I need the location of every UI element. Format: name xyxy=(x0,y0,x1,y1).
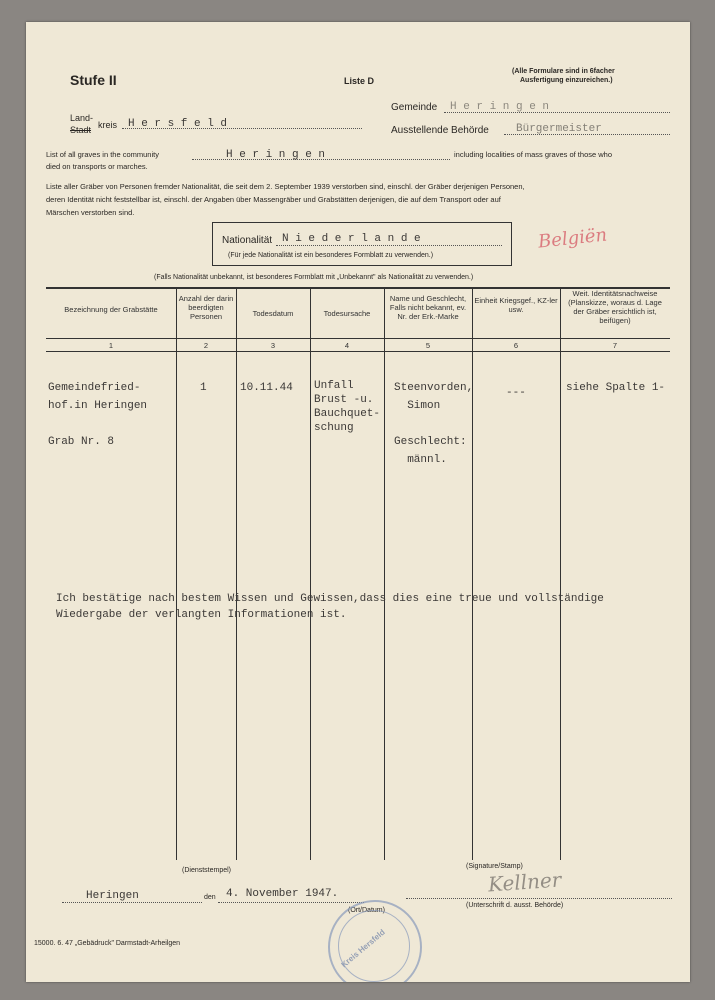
cell-count: 1 xyxy=(200,382,207,394)
signature: Kellner xyxy=(487,867,563,897)
col-number-2: 2 xyxy=(203,341,209,350)
printer-note: 15000. 6. 47 „Gebädruck" Darmstadt-Arheilgen xyxy=(34,940,181,947)
col-divider-1 xyxy=(176,288,177,860)
date-dotted-line xyxy=(218,902,364,903)
table-number-rule xyxy=(46,351,670,352)
seal-text: Kreis Hersfeld xyxy=(339,927,387,970)
attestation-line2: Wiedergabe der verlangten Informationen ist. xyxy=(56,609,347,621)
form-sheet xyxy=(26,22,690,982)
copies-note-1: (Alle Formulare sind in 6facher xyxy=(512,68,615,75)
land-label: Land- xyxy=(70,113,94,123)
graves-label: List of all graves in the community xyxy=(46,150,159,159)
col-header-3: Todesdatum xyxy=(252,309,294,318)
col-divider-5 xyxy=(472,288,473,860)
col-divider-2 xyxy=(236,288,237,860)
place-dotted-line xyxy=(62,902,202,903)
cell-unit: --- xyxy=(506,387,526,399)
liste-heading: Liste D xyxy=(344,76,375,86)
nationality-stamp: Belgiën xyxy=(537,224,609,253)
table-header-rule xyxy=(46,338,670,339)
kreis-label: kreis xyxy=(98,120,118,130)
stufe-heading: Stufe II xyxy=(70,72,117,88)
col-divider-6 xyxy=(560,288,561,860)
footer-den: den xyxy=(204,894,216,901)
signature-dotted-line xyxy=(406,898,672,899)
behoerde-value: Bürgermeister xyxy=(516,123,602,135)
signature-stamp-label: (Signature/Stamp) xyxy=(466,863,523,870)
cell-cause: Unfall Brust -u. Bauchquet- schung xyxy=(314,380,381,434)
kreis-value: H e r s f e l d xyxy=(128,118,228,130)
col-number-3: 3 xyxy=(270,341,276,350)
dienststempel-label: (Dienststempel) xyxy=(182,867,232,874)
unterschrift-label: (Unterschrift d. ausst. Behörde) xyxy=(466,902,564,909)
intro-line2: deren Identität nicht feststellbar ist, einschl. der Angaben über Massengräber und Grabstätten derjenigen, die auf dem Transport oder auf xyxy=(46,195,501,204)
cell-name: Steenvorden, Simon Geschlecht: männl. xyxy=(394,382,474,466)
col-header-6: Einheit Kriegsgef., KZ-ler usw. xyxy=(474,296,558,314)
cell-identity: siehe Spalte 1- xyxy=(566,382,666,394)
cell-death-date: 10.11.44 xyxy=(240,382,293,394)
intro-line3: Märschen verstorben sind. xyxy=(46,208,135,217)
col-number-4: 4 xyxy=(344,341,350,350)
stadt-label: Stadt xyxy=(70,125,92,135)
unknown-note: (Falls Nationalität unbekannt, ist besonderes Formblatt mit „Unbekannt" als Nationalität zu verwenden.) xyxy=(154,274,474,281)
footer-date: 4. November 1947. xyxy=(226,888,339,900)
official-seal xyxy=(328,900,422,982)
col-number-5: 5 xyxy=(425,341,431,350)
cell-grave-location: Gemeindefried- hof.in Heringen Grab Nr. 8 xyxy=(48,382,148,448)
nationality-label: Nationalität xyxy=(222,235,273,246)
col-header-2: Anzahl der darin beerdigten Personen xyxy=(178,294,234,321)
col-number-7: 7 xyxy=(612,341,618,350)
nationality-dotted-line xyxy=(276,245,502,246)
col-header-7: Weit. Identitätsnachweise (Planskizze, woraus d. Lage der Gräber ersichtlich ist, beifügen) xyxy=(568,289,662,325)
attestation-line1: Ich bestätige nach bestem Wissen und Gewissen,dass dies eine treue und vollständige xyxy=(56,593,604,605)
col-divider-3 xyxy=(310,288,311,860)
gemeinde-value: H e r i n g e n xyxy=(450,101,550,113)
behoerde-label: Ausstellende Behörde xyxy=(391,125,489,136)
col-divider-4 xyxy=(384,288,385,860)
graves-suffix: including localities of mass graves of those who xyxy=(454,150,612,159)
graves-line2: died on transports or marches. xyxy=(46,162,148,171)
graves-value: H e r i n g e n xyxy=(226,149,326,161)
nationality-note: (Für jede Nationalität ist ein besonderes Formblatt zu verwenden.) xyxy=(228,252,434,259)
intro-line1: Liste aller Gräber von Personen fremder Nationalität, die seit dem 2. September 1939 verstorben sind, einschl. der Gräber derjenigen Personen, xyxy=(46,182,525,191)
gemeinde-label: Gemeinde xyxy=(391,102,438,113)
footer-place: Heringen xyxy=(86,890,139,902)
col-header-4: Todesursache xyxy=(323,309,371,318)
copies-note-2: Ausfertigung einzureichen.) xyxy=(520,77,613,84)
col-number-1: 1 xyxy=(108,341,114,350)
col-header-5: Name und Geschlecht, Falls nicht bekannt, ev. Nr. der Erk.-Marke xyxy=(389,294,467,321)
nationality-value: N i e d e r l a n d e xyxy=(282,233,421,245)
col-number-6: 6 xyxy=(513,341,519,350)
ort-datum-label: (Ort/Datum) xyxy=(348,907,385,914)
col-header-1: Bezeichnung der Grabstätte xyxy=(64,305,158,314)
